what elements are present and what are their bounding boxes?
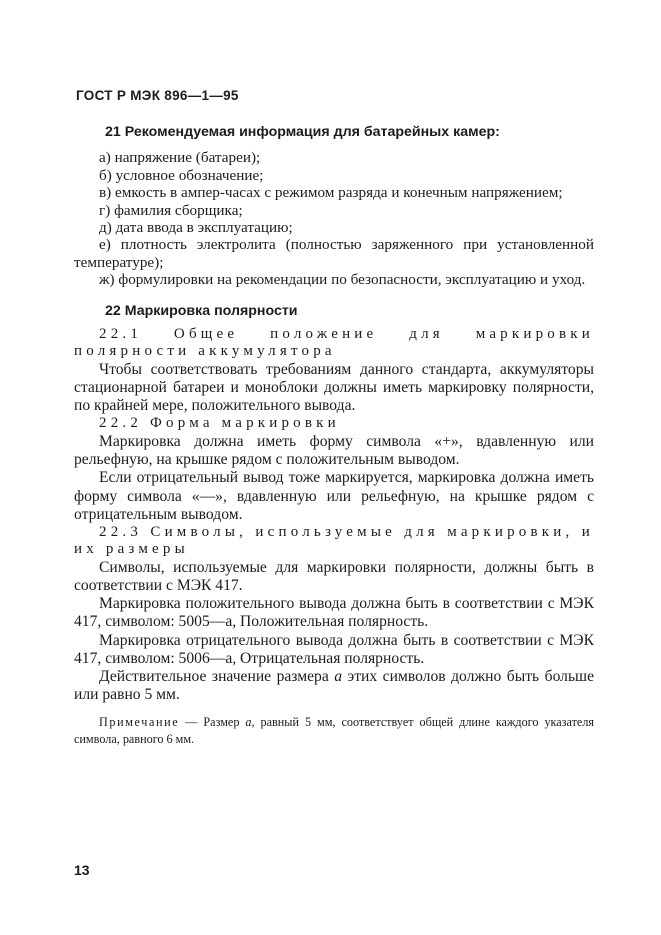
- note-variable: а: [245, 715, 252, 730]
- section-21-title: 21 Рекомендуемая информация для батарейных камер:: [105, 124, 500, 140]
- subsection-22-1-text: Чтобы соответствовать требованиям данного стандарта, аккумуляторы стационарной батареи и моноблоки должны иметь маркировку полярности, по крайней мере, положительного вывода.: [74, 360, 594, 415]
- subsection-22-2-text-1: Маркировка должна иметь форму символа «+», вдавленную или рельефную, на крышке рядом с положительным выводом.: [74, 432, 594, 469]
- note: [74, 714, 594, 748]
- subsection-22-1-heading: 22.1 Общее положение для маркировки полярности аккумулятора: [74, 326, 594, 360]
- subsection-22-3-text-4: [74, 668, 594, 704]
- subsection-22-2-text-2: Если отрицательный вывод тоже маркируется, маркировка должна иметь форму символа «—», вдавленную или рельефную, на крышке рядом с отрицательным выводом.: [74, 469, 594, 523]
- subsection-22-2-heading: 22.2 Форма маркировки: [99, 415, 340, 432]
- list-item: г) фамилия сборщика;: [99, 201, 243, 219]
- note-label: Примечание: [99, 715, 180, 730]
- paragraph-text: Действительное значение размера: [99, 667, 335, 685]
- subsection-22-3-text-3: Маркировка отрицательного вывода должна быть в соответствии с МЭК 417, символом: 5006—а, Отрицательная полярность.: [74, 631, 594, 667]
- list-item: б) условное обозначение;: [99, 166, 264, 184]
- note-text: , равный 5 мм, соответствует общей длине каждого указателя символа, равного 6 мм.: [74, 715, 595, 747]
- list-item: а) напряжение (батареи);: [99, 149, 261, 167]
- subsection-22-3-text-2: Маркировка положительного вывода должна быть в соответствии с МЭК 417, символом: 5005—а, Положительная полярность.: [74, 595, 594, 631]
- page-number: 13: [74, 862, 90, 878]
- variable-a: а: [334, 667, 343, 685]
- section-22-title: 22 Маркировка полярности: [105, 302, 298, 319]
- subsection-22-3-heading: 22.3 Символы, используемые для маркировки, и их размеры: [74, 523, 594, 558]
- paragraph-text: этих символов должно быть больше или равно 5 мм.: [74, 667, 594, 704]
- document-body: [74, 118, 594, 748]
- list-item: ж) формулировки на рекомендации по безопасности, эксплуатацию и уход.: [99, 271, 586, 289]
- list-item: е) плотность электролита (полностью заряженного при установленной температуре);: [74, 236, 594, 271]
- list-item: в) емкость в ампер-часах с режимом разряда и конечным напряжением;: [99, 184, 563, 202]
- note-dash: —: [179, 715, 204, 730]
- subsection-22-3-text-1: Символы, используемые для маркировки полярности, должны быть в соответствии с МЭК 417.: [74, 558, 594, 594]
- note-text: Размер: [203, 715, 246, 730]
- list-item: д) дата ввода в эксплуатацию;: [99, 219, 293, 237]
- document-header: ГОСТ Р МЭК 896—1—95: [76, 88, 239, 103]
